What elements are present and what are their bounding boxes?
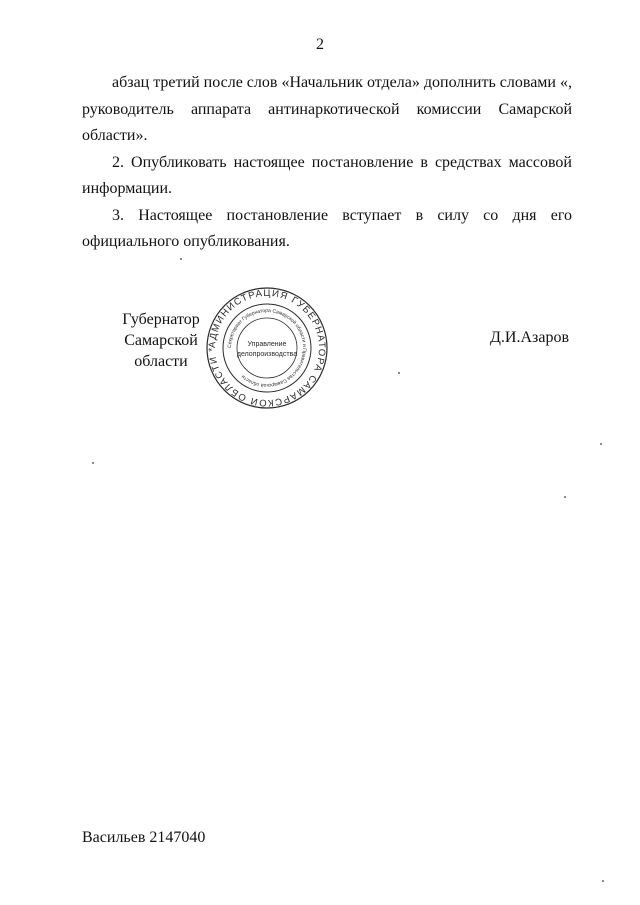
scan-speck [92,462,94,464]
scan-speck [600,443,602,445]
scan-speck [564,496,566,498]
seal-center-line-1: Управление [247,341,287,348]
scan-speck [602,880,604,882]
seal-inner-text: Секретариат Губернатора Самарской области и Правительства Самарской области [226,307,308,389]
signatory-name: Д.И.Азаров [490,329,569,346]
signatory-title-line-1: Губернатор [122,311,200,328]
paragraph-2: 2. Опубликовать настоящее постановление в средствах массовой информации. [82,153,572,197]
signatory-title-line-2: Самарской области [124,332,198,370]
executor-footer: Васильев 2147040 [82,829,206,846]
seal-center-line-2: делопроизводства [236,351,298,358]
seal-outer-text: АДМИНИСТРАЦИЯ ГУБЕРНАТОРА САМАРСКОЙ ОБЛАСТИ * [206,287,328,409]
seal-middle-ring [223,304,311,392]
paragraph-3: 3. Настоящее постановление вступает в силу со дня его официального опубликования. [82,206,572,250]
document-body [82,70,572,256]
page-number: 2 [316,36,324,53]
scan-speck [180,258,182,260]
scan-speck [398,372,400,374]
seal-inner-ring [237,318,297,378]
official-seal [204,285,330,411]
paragraph-1: абзац третий после слов «Начальник отдела» дополнить словами «, руководитель аппарата антинаркотической комиссии Самарской области». [82,74,572,144]
